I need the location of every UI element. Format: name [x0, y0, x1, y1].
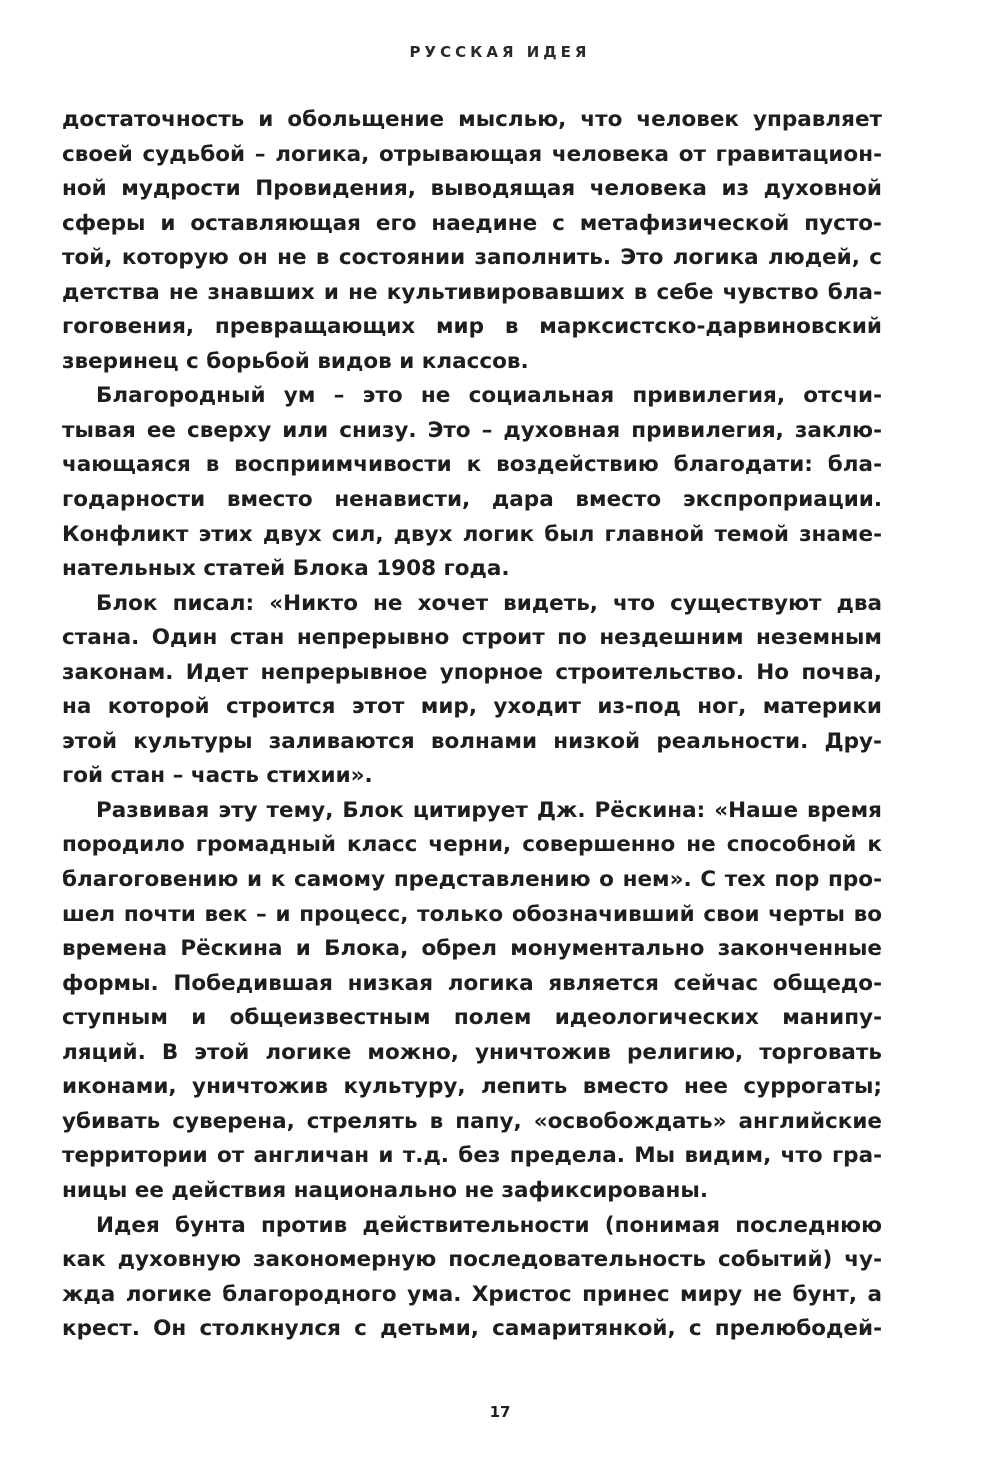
page-number: 17 [489, 1403, 511, 1421]
text-line: Конфликт этих двух сил, двух логик был главной темой знаме- [62, 521, 882, 547]
text-line: гой стан – часть стихии». [62, 763, 373, 789]
text-line: ляций. В этой логике можно, уничтожив религию, торговать [62, 1039, 882, 1065]
text-line: зверинец с борьбой видов и классов. [62, 348, 529, 374]
text-line: благоговению и к самому представлению о нем». С тех пор про- [62, 867, 882, 893]
text-line: жда логике благородного ума. Христос принес миру не бунт, а [62, 1281, 882, 1307]
text-line: чающаяся в восприимчивости к воздействию благодати: бла- [62, 452, 882, 478]
text-line: как духовную закономерную последовательность событий) чу- [62, 1247, 882, 1273]
text-line: формы. Победившая низкая логика является сейчас общедо- [62, 970, 882, 996]
text-line: Идея бунта против действительности (понимая последнюю [96, 1212, 882, 1238]
text-line: стана. Один стан непрерывно строит по нездешним неземным [62, 625, 882, 651]
text-line: ступным и общеизвестным полем идеологических манипу- [62, 1005, 882, 1031]
text-line: Блок писал: «Никто не хочет видеть, что существуют два [96, 590, 882, 616]
text-line: этой культуры заливаются волнами низкой реальности. Дру- [62, 728, 882, 754]
text-line: достаточность и обольщение мыслью, что человек управляет [62, 107, 882, 132]
text-line: тывая ее сверху или снизу. Это – духовная привилегия, заклю- [62, 417, 882, 443]
text-line: убивать суверена, стрелять в папу, «освобождать» английские [62, 1108, 882, 1134]
text-line: годарности вместо ненависти, дара вместо экспроприации. [62, 487, 882, 513]
text-line: шел почти век – и процесс, только обозначивший свои черты во [62, 901, 882, 927]
running-head: РУССКАЯ ИДЕЯ [409, 43, 591, 61]
text-line: территории от англичан и т.д. без предела. Мы видим, что гра- [62, 1143, 882, 1169]
text-line: иконами, уничтожив культуру, лепить вместо нее суррогаты; [62, 1074, 882, 1100]
text-line: Благородный ум – это не социальная привилегия, отсчи- [96, 383, 882, 409]
text-line: Развивая эту тему, Блок цитирует Дж. Рёскина: «Наше время [96, 797, 882, 823]
text-line: нательных статей Блока 1908 года. [62, 556, 510, 582]
text-line: крест. Он столкнулся с детьми, самаритянкой, с прелюбодей- [62, 1316, 882, 1342]
text-line: детства не знавших и не культивировавших в себе чувство бла- [62, 279, 882, 305]
text-line: времена Рёскина и Блока, обрел монументально законченные [62, 936, 882, 962]
text-line: гоговения, превращающих мир в марксистско-дарвиновский [62, 314, 882, 340]
text-line: породило громадный класс черни, совершенно не способной к [62, 832, 882, 858]
text-line: ницы ее действия национально не зафиксированы. [62, 1177, 709, 1203]
text-line: своей судьбой – логика, отрывающая человека от гравитацион- [62, 141, 882, 167]
text-line: сферы и оставляющая его наедине с метафизической пусто- [62, 210, 882, 236]
body-text [62, 103, 882, 1347]
text-line: той, которую он не в состоянии заполнить. Это логика людей, с [62, 245, 882, 271]
text-line: законам. Идет непрерывное упорное строительство. Но почва, [62, 659, 882, 685]
text-line: ной мудрости Провидения, выводящая человека из духовной [62, 176, 882, 202]
text-line: на которой строится этот мир, уходит из-под ног, материки [62, 694, 882, 720]
